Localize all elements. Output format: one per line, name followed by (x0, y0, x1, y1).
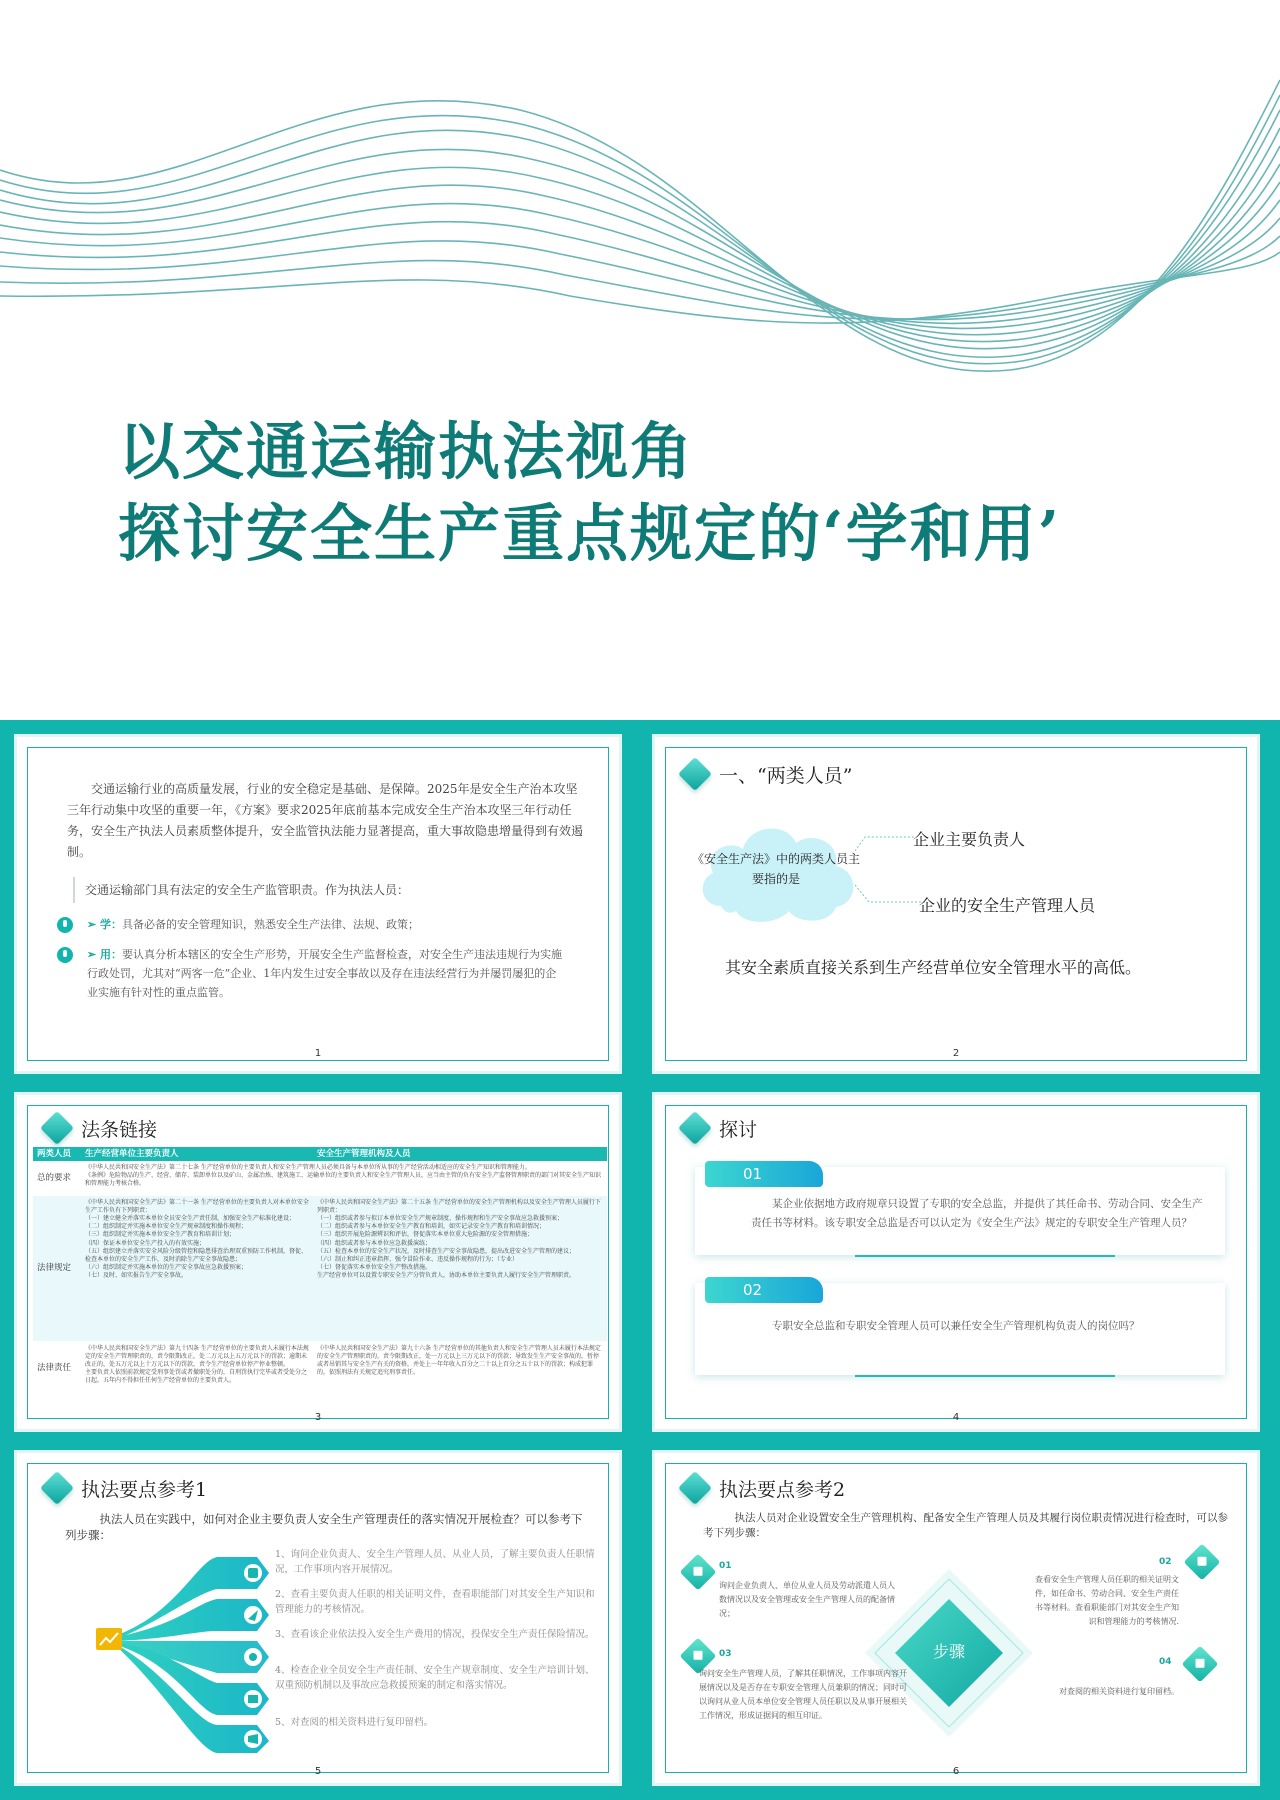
step-text-1: 询问企业负责人、单位从业人员及劳动派遣人员人数情况以及安全管理或安全生产管理人员的配备情况； (719, 1581, 895, 1618)
question-number-tab: 02 (705, 1277, 823, 1303)
step-item-4: 4、检查企业全员安全生产责任制、安全生产规章制度、安全生产培训计划、双重预防机制以及事故应急救援预案的制定和落实情况。 (275, 1665, 595, 1691)
law-table-header (33, 1147, 607, 1161)
heading-text: 执法要点参考2 (719, 1478, 846, 1501)
question-number-tab: 01 (705, 1161, 823, 1187)
table-cell: 《中华人民共和国安全生产法》第二十五条 生产经营单位的安全生产管理机构以及安全生产管理人员履行下列职责： （一）组织或者参与拟订本单位安全生产规章制度、操作规程和生产安全事故应急救援预案； （二）组织或者参与本单位安全生产教育和培训，如实记录安全生产教育和培训情况； （三）组织开展危险源辨识和评估，督促落实本单位重大危险源的安全管理措施； （四）组织或者参与本单位应急救援演练； （五）检查本单位的安全生产状况，及时排查生产安全事故隐患，提出改进安全生产管理的建议； （六）制止和纠正违章指挥、强令冒险作业、违反操作规程的行为；（专业） （七）督促落实本单位安全生产整改措施。 生产经营单位可以设置专职安全生产分管负责人，协助本单位主要负责人履行安全生产管理职责。 (313, 1195, 607, 1341)
fan-diagram (77, 1553, 277, 1753)
heading-text: 执法要点参考1 (81, 1478, 208, 1501)
microphone-icon (57, 947, 73, 963)
col-header-1: 两类人员 (33, 1147, 81, 1161)
slide-heading (45, 1471, 207, 1505)
step-item-3: 3、查看该企业依法投入安全生产费用的情况，投保安全生产责任保险情况。 (275, 1629, 595, 1640)
use-key: ➢ 用： (87, 948, 123, 961)
slide-thumbnail-6[interactable] (652, 1450, 1260, 1786)
diamond-icon (678, 757, 712, 791)
page-number: 3 (314, 1412, 322, 1423)
step-item-1: 1、询问企业负责人、安全生产管理人员、从业人员，了解主要负责人任职情况，工作事项内容开展情况。 (275, 1549, 595, 1575)
learn-item (57, 915, 597, 934)
step-text-2: 查看安全生产管理人员任职的相关证明文件，如任命书、劳动合同、安全生产责任书等材料。查看职能部门对其安全生产知识和管理能力的考核情况. (1035, 1575, 1179, 1626)
person-type-1: 企业主要负责人 (913, 830, 1026, 849)
table-cell: 《中华人民共和国安全生产法》第二十七条 生产经营单位的主要负责人和安全生产管理人员必须具备与本单位所从事的生产经营活动相适应的安全生产知识和管理能力。 《条例》危险物品的生产、经营、储存、装卸单位以及矿山、金属冶炼、建筑施工、运输单位的主要负责人和安全生产管理人员，应当由主管的负有安全生产监督管理职责的部门对其安全生产知识和管理能力考核合格。 (81, 1161, 607, 1195)
learn-text: 具备必备的安全管理知识，熟悉安全生产法律、法规、政策； (122, 918, 420, 931)
row-label: 法律责任 (33, 1341, 81, 1395)
table-cell: 《中华人民共和国安全生产法》第九十四条 生产经营单位的主要负责人未履行本法规定的安全生产管理职责的，责令限期改正，处二万元以上五万元以下的罚款；逾期未改正的，处五万元以上十万元以下的罚款，责令生产经营单位停产停业整顿。 主要负责人依照前款规定受刑事处罚或者撤职处分的，自刑罚执行完毕或者受处分之日起，五年内不得担任任何生产经营单位的主要负责人。 (81, 1341, 313, 1395)
table-row (33, 1161, 607, 1195)
question-card-1 (695, 1167, 1225, 1255)
cover-title-line1: 以交通运输执法视角 (118, 415, 695, 488)
page-number: 6 (952, 1766, 960, 1777)
accent-line (855, 1375, 1115, 1377)
microphone-icon (57, 917, 73, 933)
decorative-waves (0, 0, 1280, 720)
slide-heading (683, 1471, 845, 1505)
step-text-3: 询问安全生产管理人员，了解其任职情况，工作事项内容开展情况以及是否存在专职安全管理人员兼职的情况；同时可以询问从业人员本单位安全管理人员任职以及从事开展相关工作情况，形成证据间的相互印证。 (699, 1669, 907, 1720)
row-label: 总的要求 (33, 1161, 81, 1195)
slide-thumbnail-5[interactable] (14, 1450, 622, 1786)
slide-heading (683, 1111, 757, 1145)
learn-key: ➢ 学： (87, 918, 123, 931)
row-label: 法律规定 (33, 1195, 81, 1341)
slide-thumbnail-4[interactable] (652, 1092, 1260, 1432)
duty-quote: 交通运输部门具有法定的安全生产监管职责。作为执法人员： (73, 877, 409, 903)
cloud-text: 《安全生产法》中的两类人员主要指的是 (691, 852, 860, 886)
step-number-2: 02 (1159, 1557, 1172, 1567)
step-text-4: 对查阅的相关资料进行复印留档。 (1059, 1687, 1179, 1696)
cover-slide (0, 0, 1280, 720)
slide-subtitle: 执法人员对企业设置安全生产管理机构、配备安全生产管理人员及其履行岗位职责情况进行检查时，可以参考下列步骤： (703, 1512, 1228, 1539)
step-item-5: 5、对查阅的相关资料进行复印留档。 (275, 1717, 434, 1728)
step-number-1: 01 (719, 1561, 732, 1571)
heading-text: 一、“两类人员” (719, 764, 853, 787)
step-number-4: 04 (1159, 1657, 1172, 1667)
slide-heading (45, 1111, 157, 1145)
intro-paragraph: 交通运输行业的高质量发展，行业的安全稳定是基础、是保障。2025年是安全生产治本攻坚三年行动集中攻坚的重要一年，《方案》要求2025年底前基本完成安全生产治本攻坚三年行动任务，安全生产执法人员素质整体提升，安全监管执法能力显著提高，重大事故隐患增量得到有效遏制。 (67, 782, 584, 859)
step-item-2: 2、查看主要负责人任职的相关证明文件，查看职能部门对其安全生产知识和管理能力的考核情况。 (275, 1589, 595, 1615)
slide-thumbnail-3[interactable] (14, 1092, 622, 1432)
question-card-2 (695, 1283, 1225, 1375)
slide-thumbnail-grid (0, 720, 1280, 1800)
page-number: 5 (314, 1766, 322, 1777)
diamond-icon (40, 1111, 74, 1145)
use-item (57, 945, 597, 1002)
calendar-icon (1184, 1544, 1221, 1581)
col-header-3: 安全生产管理机构及人员 (313, 1147, 607, 1161)
grid-icon (1182, 1646, 1219, 1683)
accent-line (855, 1255, 1115, 1257)
heading-text: 法条链接 (81, 1118, 158, 1141)
cover-title-line2: 探讨安全生产重点规定的‘学和用’ (118, 497, 1062, 570)
summary-text: 其安全素质直接关系到生产经营单位安全管理水平的高低。 (725, 958, 1142, 977)
table-row (33, 1341, 607, 1395)
heading-text: 探讨 (719, 1118, 758, 1141)
question-text: 专职安全总监和专职安全管理人员可以兼任安全生产管理机构负责人的岗位吗？ (772, 1320, 1140, 1332)
diamond-icon (678, 1471, 712, 1505)
page-number: 2 (952, 1048, 960, 1059)
person-type-2: 企业的安全生产管理人员 (919, 896, 1096, 915)
use-text: 要认真分析本辖区的安全生产形势，开展安全生产监督检查，对安全生产违法违规行为实施行政处罚，尤其对“两客一危”企业、1年内发生过安全事故以及存在违法经营行为并屡罚屡犯的企业实施有针对性的重点监管。 (87, 948, 563, 999)
diamond-icon (40, 1471, 74, 1505)
page-number: 1 (314, 1048, 322, 1059)
center-label: 步骤 (932, 1642, 965, 1661)
monitor-icon (680, 1554, 717, 1591)
table-row (33, 1195, 607, 1341)
chart-board-icon (96, 1628, 122, 1650)
slide-thumbnail-2[interactable] (652, 734, 1260, 1074)
page-number: 4 (952, 1412, 960, 1423)
table-cell: 《中华人民共和国安全生产法》第二十一条 生产经营单位的主要负责人对本单位安全生产工作负有下列职责： （一）建立健全并落实本单位全员安全生产责任制，加强安全生产标准化建设； （二）组织制定并实施本单位安全生产规章制度和操作规程； （三）组织制定并实施本单位安全生产教育和培训计划； （四）保证本单位安全生产投入的有效实施； （五）组织建立并落实安全风险分级管控和隐患排查治理双重预防工作机制，督促、检查本单位的安全生产工作，及时消除生产安全事故隐患； （六）组织制定并实施本单位的生产安全事故应急救援预案； （七）及时、如实报告生产安全事故。 (81, 1195, 313, 1341)
col-header-2: 生产经营单位主要负责人 (81, 1147, 313, 1161)
table-cell: 《中华人民共和国安全生产法》第九十六条 生产经营单位的其他负责人和安全生产管理人员未履行本法规定的安全生产管理职责的，责令限期改正，处一万元以上三万元以下的罚款；导致发生生产安全事故的，暂停或者吊销其与安全生产有关的资格，并处上一年年收入百分之二十以上百分之五十以下的罚款；构成犯罪的，依照刑法有关规定追究刑事责任。 (313, 1341, 607, 1395)
step-number-3: 03 (719, 1649, 732, 1659)
slide-thumbnail-1[interactable] (14, 734, 622, 1074)
slide-heading (683, 757, 852, 791)
question-text: 某企业依据地方政府规章只设置了专职的安全总监，并提供了其任命书、劳动合同、安全生产责任书等材料。该专职安全总监是否可以认定为《安全生产法》规定的专职安全生产管理人员？ (751, 1198, 1203, 1229)
slide-subtitle: 执法人员在实践中，如何对企业主要负责人安全生产管理责任的落实情况开展检查？可以参考下列步骤： (65, 1512, 583, 1542)
diamond-icon (678, 1111, 712, 1145)
law-table (33, 1147, 607, 1396)
